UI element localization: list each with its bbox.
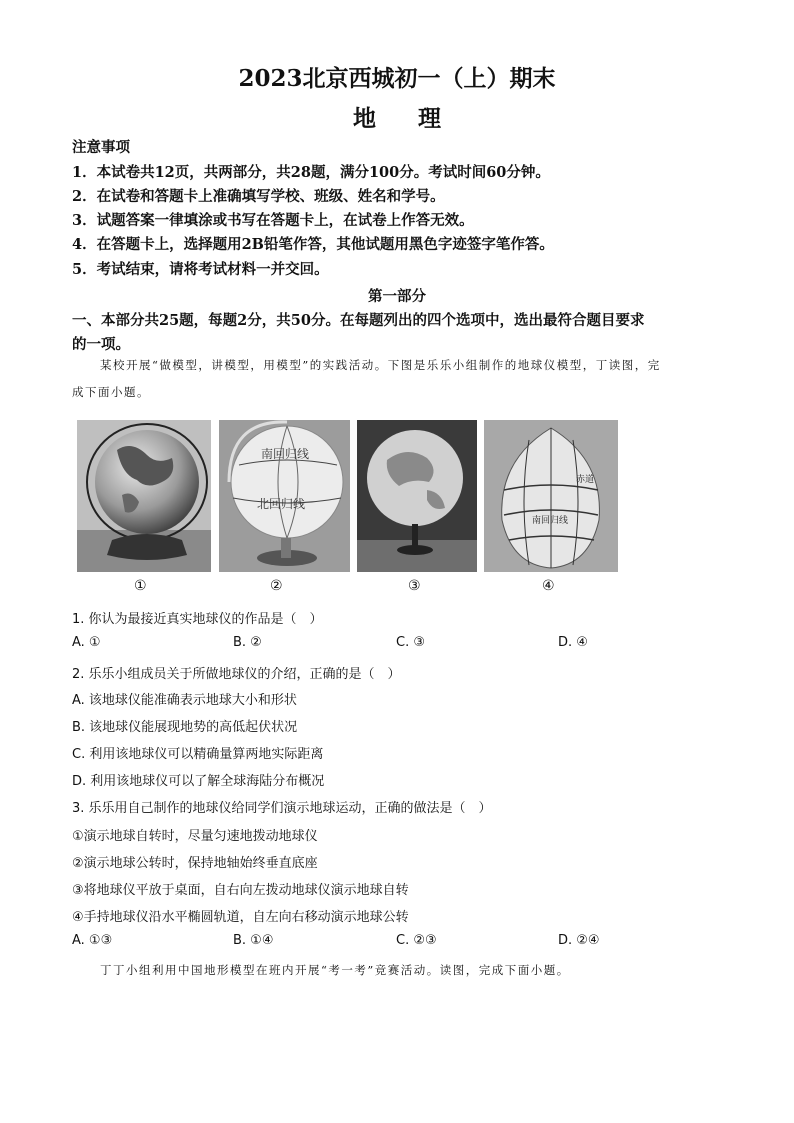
- option-a[interactable]: A. ①: [72, 635, 101, 650]
- option-b[interactable]: B. ①④: [233, 933, 274, 948]
- material-text: 丁丁小组利用中国地形模型在班内开展“考一考”竞赛活动。读图，完成下面小题。: [100, 963, 570, 977]
- statement: ③将地球仪平放于桌面，自右向左拨动地球仪演示地球自转: [72, 883, 409, 898]
- globe-photo-4: [484, 420, 618, 572]
- section-intro: 的一项。: [72, 336, 130, 353]
- figure-label: ②: [270, 578, 283, 594]
- globe2-label: 北回归线: [257, 497, 306, 511]
- statement: ④手持地球仪沿水平椭圆轨道，自左向右移动演示地球公转: [72, 910, 409, 925]
- option-d[interactable]: D. ④: [558, 635, 588, 650]
- option-a[interactable]: A. 该地球仪能准确表示地球大小和形状: [72, 693, 297, 708]
- exam-title: 2023北京西城初一（上）期末: [238, 65, 556, 92]
- option-a[interactable]: A. ①③: [72, 933, 113, 948]
- question-stem: 2. 乐乐小组成员关于所做地球仪的介绍，正确的是（ ）: [72, 667, 401, 682]
- notice-heading: 注意事项: [72, 139, 130, 156]
- option-c[interactable]: C. 利用该地球仪可以精确量算两地实际距离: [72, 747, 324, 762]
- notice-item: 2．在试卷和答题卡上准确填写学校、班级、姓名和学号。: [72, 188, 445, 205]
- figure-label: ①: [134, 578, 147, 594]
- globe4-label: 南回归线: [532, 516, 569, 526]
- option-b[interactable]: B. ②: [233, 635, 262, 650]
- option-d[interactable]: D. 利用该地球仪可以了解全球海陆分布概况: [72, 774, 325, 789]
- statement: ②演示地球公转时，保持地轴始终垂直底座: [72, 856, 318, 871]
- globe-photo-3: [357, 420, 477, 572]
- option-b[interactable]: B. 该地球仪能展现地势的高低起伏状况: [72, 720, 298, 735]
- option-c[interactable]: C. ②③: [396, 933, 437, 948]
- figure-label: ③: [408, 578, 421, 594]
- question-stem: 3. 乐乐用自己制作的地球仪给同学们演示地球运动，正确的做法是（ ）: [72, 801, 492, 816]
- material-text: 成下面小题。: [72, 385, 150, 399]
- question-stem: 1. 你认为最接近真实地球仪的作品是（ ）: [72, 612, 323, 627]
- notice-item: 5．考试结束，请将考试材料一并交回。: [72, 261, 329, 278]
- notice-item: 4．在答题卡上，选择题用2B铅笔作答，其他试题用黑色字迹签字笔作答。: [72, 236, 554, 253]
- material-text: 某校开展“做模型，讲模型，用模型”的实践活动。下图是乐乐小组制作的地球仪模型，丁读图，完: [100, 358, 661, 372]
- globe-photo-1: [77, 420, 211, 572]
- part-title: 第一部分: [368, 288, 426, 305]
- option-d[interactable]: D. ②④: [558, 933, 600, 948]
- section-intro: 一、本部分共25题，每题2分，共50分。在每题列出的四个选项中，选出最符合题目要求: [72, 312, 645, 329]
- globe2-label: 南回归线: [261, 447, 310, 461]
- exam-subject: 地理: [353, 105, 483, 132]
- globe4-label: 赤道: [576, 475, 595, 485]
- notice-item: 3．试题答案一律填涂或书写在答题卡上，在试卷上作答无效。: [72, 212, 474, 229]
- statement: ①演示地球自转时，尽量匀速地拨动地球仪: [72, 829, 318, 844]
- option-c[interactable]: C. ③: [396, 635, 425, 650]
- notice-item: 1．本试卷共12页，共两部分，共28题，满分100分。考试时间60分钟。: [72, 164, 550, 181]
- globe-photo-2: [219, 420, 350, 572]
- figure-label: ④: [542, 578, 555, 594]
